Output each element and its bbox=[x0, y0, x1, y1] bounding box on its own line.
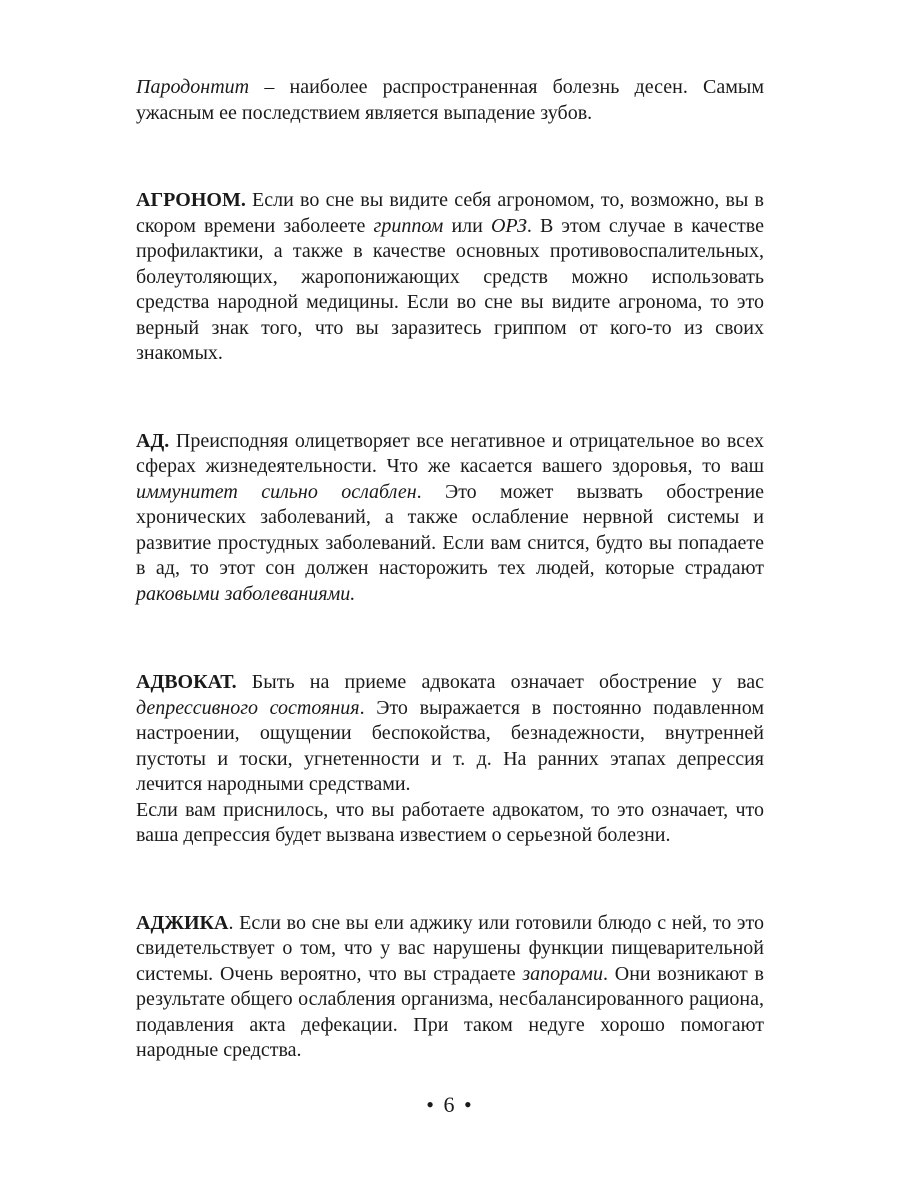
entry-headword: АДЖИКА bbox=[136, 911, 229, 934]
entry-text: Если во сне вы видите себя агрономом, то, возможно, вы в скором времени заболеете bbox=[136, 189, 764, 237]
entry-text: . Если во сне вы ели аджику или готовили блюдо с ней, то это свидетельствует о том, что у вас нарушены функции пищеварительной системы. Очень вероятно, что вы страдаете bbox=[136, 911, 764, 985]
entry-text: – наиболее распространенная болезнь десен. Самым ужасным ее последствием является выпадение зубов. bbox=[136, 76, 764, 124]
entry-paragraph-2: Если вам приснилось, что вы работаете адвокатом, то это означает, что ваша депрессия будет вызвана известием о серьезной болезни. bbox=[136, 798, 764, 846]
entry-emphasis: раковыми заболеваниями. bbox=[136, 582, 356, 605]
entry-emphasis: запорами bbox=[522, 962, 603, 985]
entry-text: или bbox=[443, 214, 491, 237]
entry-paragraph bbox=[136, 670, 764, 798]
entry-paragraph bbox=[136, 911, 764, 1064]
entry-headword: АД. bbox=[136, 429, 170, 452]
entry-ad bbox=[136, 429, 764, 608]
entry-text: Быть на приеме адвоката означает обострение у вас bbox=[236, 671, 764, 693]
entry-text: . В этом случае в качестве профилактики, а также в качестве основных противовоспалительных, болеутоляющих, жаропонижающих средств можно использовать средства народной медицины. Если во сне вы видите агронома, то это верный знак того, что вы заразитесь гриппом от кого-то из своих знакомых. bbox=[136, 214, 764, 364]
entry-paragraph bbox=[136, 429, 764, 608]
entry-advokat bbox=[136, 670, 764, 849]
entry-agronom bbox=[136, 188, 764, 367]
entry-term: Пародонтит bbox=[136, 76, 250, 98]
entry-text: . Это выражается в постоянно подавленном настроении, ощущении беспокойства, безнадежности, внутренней пустоты и тоски, угнетенности и т. д. На ранних этапах депрессия лечится народными средствами. bbox=[136, 696, 764, 795]
entry-paragraph bbox=[136, 75, 764, 126]
entry-headword: АДВОКАТ. bbox=[136, 671, 237, 693]
entry-emphasis: депрессивного состояния bbox=[136, 696, 360, 719]
page-body bbox=[136, 75, 764, 1064]
entry-emphasis: иммунитет сильно ослаблен bbox=[136, 480, 417, 503]
entry-text: Преисподняя олицетворяет все негативное и отрицательное во всех сферах жизнедеятельности. Что же касается вашего здоровья, то ваш bbox=[136, 429, 764, 477]
entry-text: . Они возникают в результате общего ослабления организма, несбалансированного рациона, подавления акта дефекации. При таком недуге хорошо помогают народные средства. bbox=[136, 962, 764, 1061]
entry-text: . Это может вызвать обострение хронических заболеваний, а также ослабление нервной системы и развитие простудных заболеваний. Если вам снится, будто вы попадаете в ад, то этот сон должен насторожить тех людей, которые страдают bbox=[136, 480, 765, 579]
entry-emphasis: ОРЗ bbox=[490, 214, 527, 237]
page-number: • 6 • bbox=[426, 1092, 474, 1117]
entry-paragraph bbox=[136, 188, 764, 367]
entry-headword: АГРОНОМ. bbox=[136, 189, 246, 211]
entry-adzhika bbox=[136, 911, 764, 1064]
entry-paradontit bbox=[136, 75, 764, 126]
entry-emphasis: гриппом bbox=[373, 214, 444, 237]
